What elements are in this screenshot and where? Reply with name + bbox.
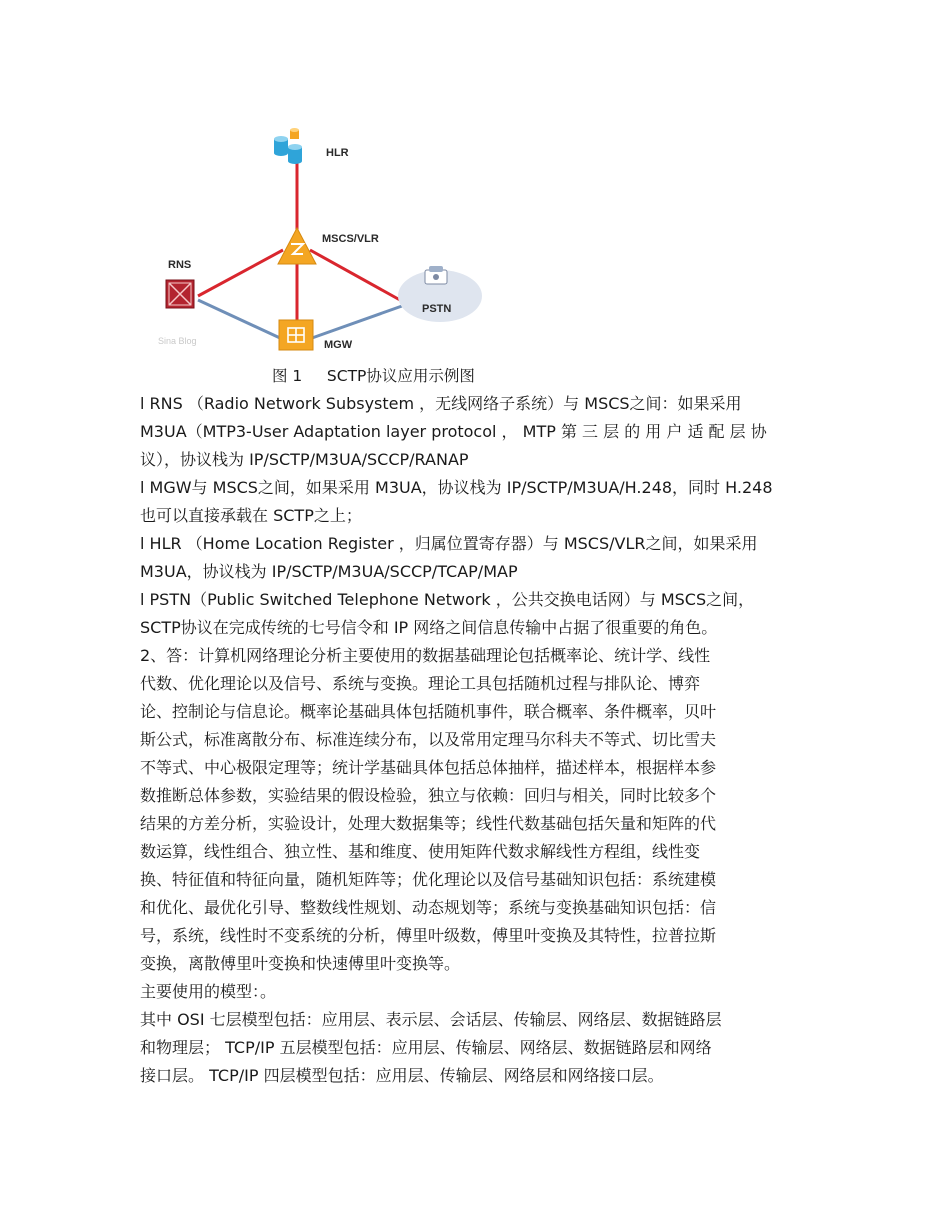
text-line: l RNS （Radio Network Subsystem ，无线网络子系统）与 MSCS之间：如果采用 — [140, 394, 742, 413]
text-line: l PSTN（Public Switched Telephone Network ，公共交换电话网）与 MSCS之间， — [140, 590, 755, 609]
text-line: l HLR （Home Location Register ，归属位置寄存器）与 MSCS/VLR之间，如果采用 — [140, 534, 758, 553]
text-line: 变换，离散傅里叶变换和快速傅里叶变换等。 — [140, 954, 461, 973]
text-line: 不等式、中心极限定理等；统计学基础具体包括总体抽样，描述样本，根据样本参 — [140, 758, 717, 777]
label-pstn: PSTN — [422, 303, 452, 315]
text-line: 换、特征值和特征向量，随机矩阵等；优化理论以及信号基础知识包括：系统建模 — [140, 870, 717, 889]
text-line: l MGW与 MSCS之间，如果采用 M3UA，协议栈为 IP/SCTP/M3UA/H.248，同时 H.248 — [140, 478, 773, 497]
text-line: 和物理层； TCP/IP 五层模型包括：应用层、传输层、网络层、数据链路层和网络 — [140, 1038, 712, 1057]
text-line: 议），协议栈为 IP/SCTP/M3UA/SCCP/RANAP — [140, 450, 469, 469]
text-line: 斯公式，标准离散分布、标准连续分布，以及常用定理马尔科夫不等式、切比雪夫 — [140, 730, 717, 749]
text-line: 数运算，线性组合、独立性、基和维度、使用矩阵代数求解线性方程组，线性变 — [140, 842, 701, 861]
link-mscs-pstn — [310, 250, 400, 300]
label-mscs-vlr: MSCS/VLR — [322, 233, 379, 245]
rns-box-icon — [166, 280, 194, 308]
link-mscs-rns — [198, 250, 283, 296]
text-line: M3UA，协议栈为 IP/SCTP/M3UA/SCCP/TCAP/MAP — [140, 562, 518, 581]
text-line: 其中 OSI 七层模型包括：应用层、表示层、会话层、传输层、网络层、数据链路层 — [140, 1010, 722, 1029]
link-mgw-pstn — [312, 306, 402, 338]
text-line: 代数、优化理论以及信号、系统与变换。理论工具包括随机过程与排队论、博弈 — [140, 674, 701, 693]
mgw-gateway-icon — [279, 320, 313, 350]
text-line: 2、答：计算机网络理论分析主要使用的数据基础理论包括概率论、统计学、线性 — [140, 646, 711, 665]
label-mgw: MGW — [324, 339, 353, 351]
label-rns: RNS — [168, 259, 192, 271]
text-line: 和优化、最优化引导、整数线性规划、动态规划等；系统与变换基础知识包括：信 — [140, 898, 717, 917]
document-body — [140, 390, 820, 1090]
text-line: 也可以直接承载在 SCTP之上； — [140, 506, 362, 525]
diagram-svg — [150, 120, 490, 360]
sctp-network-diagram — [150, 120, 490, 360]
text-line: SCTP协议在完成传统的七号信令和 IP 网络之间信息传输中占据了很重要的角色。 — [140, 618, 718, 637]
text-line: 接口层。 TCP/IP 四层模型包括：应用层、传输层、网络层和网络接口层。 — [140, 1066, 664, 1085]
text-line: 数推断总体参数，实验结果的假设检验，独立与依赖：回归与相关，同时比较多个 — [140, 786, 717, 805]
mscs-switch-icon — [278, 228, 316, 264]
link-rns-mgw — [198, 300, 280, 338]
text-line: 论、控制论与信息论。概率论基础具体包括随机事件，联合概率、条件概率，贝叶 — [140, 702, 717, 721]
text-line: 主要使用的模型：。 — [140, 982, 277, 1001]
hlr-database-icon — [274, 128, 302, 164]
label-hlr: HLR — [326, 147, 349, 159]
watermark-text: Sina Blog — [158, 336, 197, 346]
text-line: 号，系统，线性时不变系统的分析，傅里叶级数，傅里叶变换及其特性，拉普拉斯 — [140, 926, 717, 945]
text-line: 结果的方差分析，实验设计，处理大数据集等；线性代数基础包括矢量和矩阵的代 — [140, 814, 717, 833]
figure-caption: 图 1 SCTP协议应用示例图 — [272, 367, 475, 385]
text-line: M3UA（MTP3-User Adaptation layer protocol ， MTP 第 三 层 的 用 户 适 配 层 协 — [140, 422, 767, 441]
